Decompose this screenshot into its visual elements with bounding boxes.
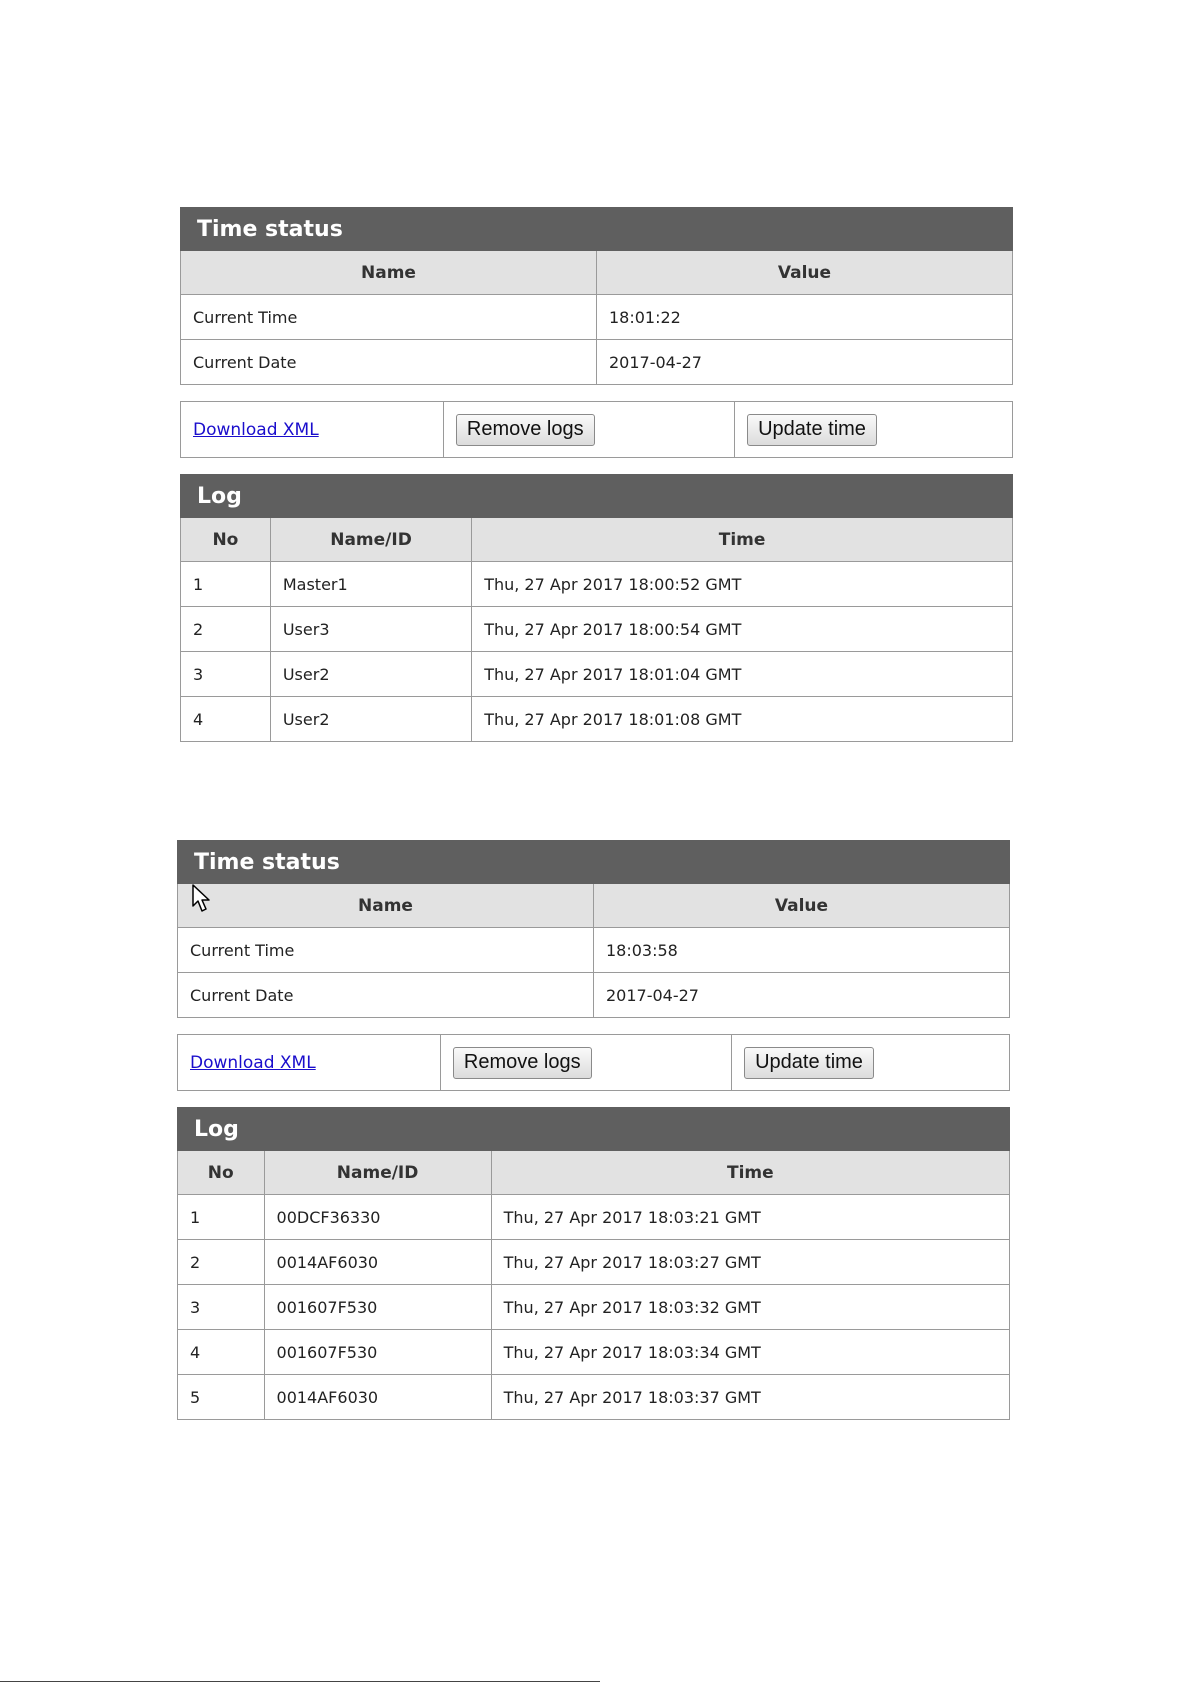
log-no: 3: [178, 1285, 265, 1330]
log-id: User2: [270, 697, 471, 742]
log-no: 5: [178, 1375, 265, 1420]
log-time: Thu, 27 Apr 2017 18:03:21 GMT: [491, 1195, 1009, 1240]
table-row: [181, 340, 1013, 385]
log-time: Thu, 27 Apr 2017 18:00:52 GMT: [472, 562, 1013, 607]
table-row: [178, 1195, 1010, 1240]
log-time: Thu, 27 Apr 2017 18:03:32 GMT: [491, 1285, 1009, 1330]
current-time-value: 18:03:58: [594, 928, 1010, 973]
time-status-title: Time status: [178, 841, 1010, 884]
table-row: [178, 1285, 1010, 1330]
download-xml-link[interactable]: Download XML: [190, 1052, 316, 1073]
log-no: 2: [178, 1240, 265, 1285]
column-header-name: Name: [181, 251, 597, 295]
footnote-divider: [0, 1681, 600, 1682]
log-no: 3: [181, 652, 271, 697]
download-xml-link[interactable]: Download XML: [193, 419, 319, 440]
table-row: [181, 607, 1013, 652]
log-table: [177, 1107, 1010, 1420]
row-name: Current Date: [181, 340, 597, 385]
log-no: 1: [178, 1195, 265, 1240]
log-title: Log: [181, 475, 1013, 518]
update-cell: [732, 1035, 1010, 1091]
actions-bar: [177, 1034, 1010, 1091]
log-id: User2: [270, 652, 471, 697]
current-date-value: 2017-04-27: [594, 973, 1010, 1018]
log-time: Thu, 27 Apr 2017 18:01:04 GMT: [472, 652, 1013, 697]
log-title: Log: [178, 1108, 1010, 1151]
table-row: [181, 562, 1013, 607]
log-table: [180, 474, 1013, 742]
current-time-value: 18:01:22: [597, 295, 1013, 340]
log-id: 0014AF6030: [264, 1240, 491, 1285]
table-row: [178, 928, 1010, 973]
time-status-title: Time status: [181, 208, 1013, 251]
table-row: [181, 295, 1013, 340]
log-time: Thu, 27 Apr 2017 18:03:27 GMT: [491, 1240, 1009, 1285]
column-header-time: Time: [472, 518, 1013, 562]
update-cell: [735, 402, 1013, 458]
log-id: 001607F530: [264, 1330, 491, 1375]
log-no: 1: [181, 562, 271, 607]
column-header-name-id: Name/ID: [264, 1151, 491, 1195]
remove-cell: [440, 1035, 731, 1091]
table-row: [178, 1240, 1010, 1285]
mouse-pointer-icon: [192, 884, 214, 914]
row-name: Current Date: [178, 973, 594, 1018]
download-cell: [181, 402, 444, 458]
log-time: Thu, 27 Apr 2017 18:00:54 GMT: [472, 607, 1013, 652]
download-cell: [178, 1035, 441, 1091]
row-name: Current Time: [181, 295, 597, 340]
column-header-value: Value: [597, 251, 1013, 295]
column-header-value: Value: [594, 884, 1010, 928]
row-name: Current Time: [178, 928, 594, 973]
screenshot-panel-1: [180, 207, 1013, 742]
log-no: 4: [178, 1330, 265, 1375]
column-header-no: No: [178, 1151, 265, 1195]
table-row: [181, 652, 1013, 697]
log-time: Thu, 27 Apr 2017 18:01:08 GMT: [472, 697, 1013, 742]
remove-cell: [443, 402, 734, 458]
log-time: Thu, 27 Apr 2017 18:03:37 GMT: [491, 1375, 1009, 1420]
current-date-value: 2017-04-27: [597, 340, 1013, 385]
log-id: Master1: [270, 562, 471, 607]
column-header-no: No: [181, 518, 271, 562]
actions-bar: [180, 401, 1013, 458]
table-row: [178, 973, 1010, 1018]
log-time: Thu, 27 Apr 2017 18:03:34 GMT: [491, 1330, 1009, 1375]
update-time-button[interactable]: Update time: [747, 414, 877, 446]
log-id: User3: [270, 607, 471, 652]
table-row: [181, 697, 1013, 742]
log-id: 001607F530: [264, 1285, 491, 1330]
column-header-name-id: Name/ID: [270, 518, 471, 562]
table-row: [178, 1375, 1010, 1420]
time-status-table: [177, 840, 1010, 1018]
column-header-name: Name: [178, 884, 594, 928]
update-time-button[interactable]: Update time: [744, 1047, 874, 1079]
column-header-time: Time: [491, 1151, 1009, 1195]
time-status-table: [180, 207, 1013, 385]
remove-logs-button[interactable]: Remove logs: [456, 414, 595, 446]
log-id: 00DCF36330: [264, 1195, 491, 1240]
table-row: [178, 1330, 1010, 1375]
screenshot-panel-2: [177, 840, 1010, 1420]
log-no: 4: [181, 697, 271, 742]
log-id: 0014AF6030: [264, 1375, 491, 1420]
log-no: 2: [181, 607, 271, 652]
remove-logs-button[interactable]: Remove logs: [453, 1047, 592, 1079]
